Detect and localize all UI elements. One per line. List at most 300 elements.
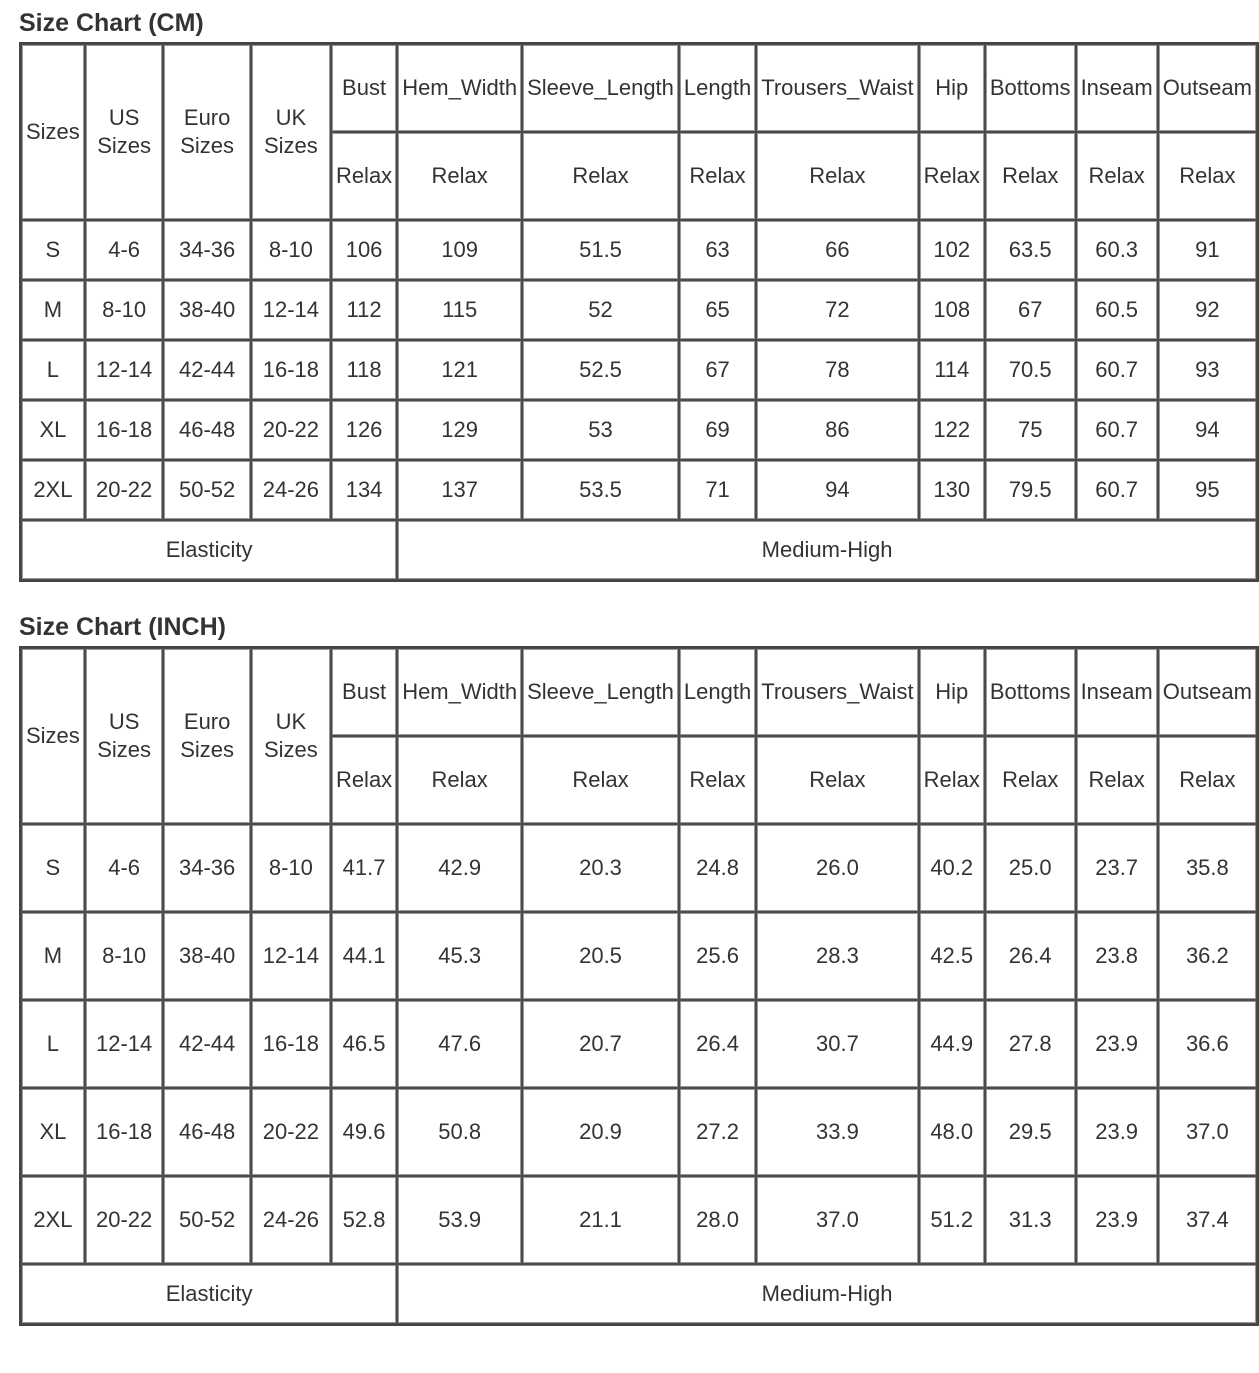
table-cell-text: 52.8 — [342, 1207, 386, 1232]
measure-header-cell-text: Length — [683, 679, 752, 704]
table-cell — [85, 1000, 164, 1088]
table-row — [21, 1088, 1257, 1176]
header-cell — [21, 44, 85, 220]
table-cell — [397, 220, 522, 280]
table-row — [21, 1176, 1257, 1264]
fit-cell — [919, 736, 985, 824]
fit-cell-text: Relax — [335, 163, 393, 188]
table-cell — [679, 912, 756, 1000]
table-cell — [985, 912, 1076, 1000]
table-cell — [21, 912, 85, 1000]
table-cell-text: 44.1 — [342, 943, 386, 968]
table-cell — [1076, 400, 1158, 460]
table-cell — [251, 824, 331, 912]
table-cell — [251, 280, 331, 340]
table-cell-text: 40.2 — [930, 855, 974, 880]
table-cell-text: 4-6 — [108, 237, 140, 262]
table-cell — [985, 280, 1076, 340]
table-cell — [21, 1000, 85, 1088]
table-cell-text: 26.4 — [696, 1031, 739, 1056]
table-cell-text: 37.0 — [1185, 1119, 1229, 1144]
table-cell-text: 37.0 — [815, 1207, 859, 1232]
table-cell — [21, 280, 85, 340]
table-cell — [21, 824, 85, 912]
table-cell — [919, 400, 985, 460]
fit-cell-text: Relax — [809, 767, 866, 792]
table-cell-text: 46.5 — [342, 1031, 386, 1056]
fit-cell-text: Relax — [335, 767, 393, 792]
table-cell — [522, 1088, 679, 1176]
table-cell — [1076, 912, 1158, 1000]
table-cell — [679, 220, 756, 280]
table-cell — [1076, 1176, 1158, 1264]
fit-cell — [331, 736, 397, 824]
table-cell-text: 108 — [933, 297, 971, 322]
fit-cell — [1158, 132, 1257, 220]
table-cell-text: 121 — [441, 357, 478, 382]
fit-cell — [397, 132, 522, 220]
table-cell-text: XL — [39, 417, 67, 442]
table-cell-text: 25.0 — [1008, 855, 1052, 880]
table-cell-text: 23.9 — [1095, 1119, 1139, 1144]
table-cell-text: 8-10 — [268, 237, 313, 262]
table-cell-text: 46-48 — [178, 1119, 236, 1144]
measure-header-cell — [679, 648, 756, 736]
measure-header-cell — [1076, 44, 1158, 132]
table-cell — [919, 340, 985, 400]
table-cell — [21, 1088, 85, 1176]
table-cell — [85, 460, 164, 520]
table-cell — [522, 400, 679, 460]
fit-cell-text: Relax — [572, 163, 629, 188]
measure-header-cell-text: Trousers_Waist — [761, 75, 914, 100]
table-cell-text: 12-14 — [262, 943, 320, 968]
table-cell — [985, 1176, 1076, 1264]
measure-header-cell-text: Bust — [342, 75, 387, 100]
table-cell — [522, 824, 679, 912]
table-cell-text: 129 — [441, 417, 478, 442]
fit-cell — [397, 736, 522, 824]
fit-cell-text: Relax — [1179, 163, 1236, 188]
table-cell — [919, 1088, 985, 1176]
table-cell-text: 49.6 — [342, 1119, 386, 1144]
table-cell — [163, 460, 250, 520]
table-cell-text: 67 — [705, 357, 730, 382]
table-cell — [397, 912, 522, 1000]
table-cell — [85, 400, 164, 460]
table-cell — [522, 912, 679, 1000]
table-cell — [1076, 220, 1158, 280]
table-cell — [1158, 400, 1257, 460]
measure-header-cell-text: Inseam — [1080, 75, 1153, 100]
table-cell-text: 8-10 — [102, 943, 147, 968]
table-cell-text: 48.0 — [930, 1119, 974, 1144]
table-cell-text: 52.5 — [579, 357, 622, 382]
measure-header-cell-text: Bust — [342, 679, 387, 704]
table-cell-text: 130 — [933, 477, 971, 502]
header-cell — [21, 648, 85, 824]
table-cell — [919, 220, 985, 280]
table-cell-text: 114 — [934, 357, 970, 382]
elasticity-row — [21, 1264, 1257, 1324]
table-cell — [919, 1000, 985, 1088]
measure-header-cell — [397, 648, 522, 736]
table-cell — [331, 340, 397, 400]
table-cell — [679, 340, 756, 400]
table-cell — [679, 1000, 756, 1088]
fit-cell-text: Relax — [923, 163, 980, 188]
table-cell — [756, 912, 918, 1000]
fit-cell-text: Relax — [1179, 767, 1236, 792]
table-cell-text: 93 — [1195, 357, 1220, 382]
table-cell — [251, 400, 331, 460]
table-cell-text: 65 — [705, 297, 730, 322]
table-cell — [251, 220, 331, 280]
table-cell — [251, 340, 331, 400]
fit-cell-text: Relax — [1002, 163, 1059, 188]
table-cell — [1158, 824, 1257, 912]
table-cell — [679, 460, 756, 520]
table-cell — [919, 912, 985, 1000]
header-cell — [251, 648, 331, 824]
table-cell-text: 137 — [441, 477, 478, 502]
table-cell-text: 50-52 — [178, 477, 236, 502]
table-cell — [397, 1000, 522, 1088]
measure-header-cell — [756, 44, 918, 132]
table-cell-text: 34-36 — [178, 237, 236, 262]
measure-header-cell — [1076, 648, 1158, 736]
table-cell — [331, 912, 397, 1000]
table-cell-text: 41.7 — [342, 855, 386, 880]
table-cell-text: 16-18 — [262, 357, 320, 382]
table-cell — [163, 280, 250, 340]
table-cell — [85, 340, 164, 400]
table-cell-text: 63 — [705, 237, 730, 262]
header-cell — [163, 648, 250, 824]
table-cell — [756, 1176, 918, 1264]
table-row — [21, 280, 1257, 340]
measure-header-cell-text: Hip — [935, 75, 969, 100]
fit-cell — [331, 132, 397, 220]
table-cell — [21, 460, 85, 520]
table-cell-text: 12-14 — [95, 357, 153, 382]
table-cell — [522, 460, 679, 520]
table-cell — [163, 340, 250, 400]
table-cell-text: L — [46, 357, 60, 382]
table-cell-text: 60.7 — [1095, 417, 1139, 442]
table-cell — [756, 824, 918, 912]
table-cell-text: 20-22 — [95, 477, 153, 502]
table-cell — [331, 400, 397, 460]
table-cell — [331, 280, 397, 340]
fit-cell-text: Relax — [923, 767, 980, 792]
measure-header-cell-text: Sleeve_Length — [527, 75, 674, 100]
table-cell-text: 46-48 — [178, 417, 236, 442]
fit-cell — [522, 736, 679, 824]
elasticity-label-text: Elasticity — [165, 1281, 253, 1306]
header-cell-text: US Sizes — [97, 105, 151, 158]
header-cell-text: Euro Sizes — [180, 709, 235, 762]
table-cell — [397, 340, 522, 400]
table-cell — [1076, 824, 1158, 912]
table-cell-text: 28.0 — [696, 1207, 739, 1232]
table-cell — [679, 400, 756, 460]
table-cell-text: 30.7 — [815, 1031, 859, 1056]
table-cell-text: 24-26 — [262, 1207, 320, 1232]
table-cell — [679, 280, 756, 340]
header-cell-text: UK Sizes — [263, 709, 318, 762]
table-cell — [756, 220, 918, 280]
table-cell — [21, 340, 85, 400]
table-cell-text: 12-14 — [95, 1031, 153, 1056]
table-cell — [985, 400, 1076, 460]
fit-cell — [1076, 736, 1158, 824]
fit-cell-text: Relax — [431, 767, 488, 792]
table-cell-text: 122 — [933, 417, 971, 442]
table-cell-text: 20.5 — [579, 943, 622, 968]
table-cell — [522, 1000, 679, 1088]
fit-cell — [522, 132, 679, 220]
table-cell — [679, 1088, 756, 1176]
elasticity-value — [397, 1264, 1257, 1324]
table-cell-text: 60.7 — [1095, 477, 1139, 502]
table-cell — [756, 340, 918, 400]
measure-header-cell — [985, 44, 1076, 132]
table-cell-text: 8-10 — [268, 855, 313, 880]
table-cell-text: 118 — [346, 357, 382, 382]
table-cell — [679, 824, 756, 912]
table-cell — [163, 220, 250, 280]
table-cell-text: 20.7 — [579, 1031, 622, 1056]
measure-header-cell — [522, 44, 679, 132]
table-cell-text: 92 — [1195, 297, 1220, 322]
table-cell — [985, 824, 1076, 912]
header-cell — [85, 648, 164, 824]
table-cell — [1076, 460, 1158, 520]
cm-chart-title: Size Chart (CM) — [19, 9, 204, 37]
fit-cell — [985, 736, 1076, 824]
fit-cell-text: Relax — [809, 163, 866, 188]
table-cell — [522, 1176, 679, 1264]
table-cell-text: 94 — [825, 477, 850, 502]
header-cell-text: US Sizes — [97, 709, 151, 762]
table-cell — [919, 280, 985, 340]
table-cell — [756, 280, 918, 340]
table-cell-text: 51.5 — [579, 237, 622, 262]
measure-header-cell-text: Hem_Width — [402, 679, 518, 704]
table-cell — [919, 824, 985, 912]
table-row — [21, 400, 1257, 460]
table-cell — [251, 1088, 331, 1176]
table-cell-text: 60.7 — [1095, 357, 1139, 382]
table-cell-text: 24-26 — [262, 477, 320, 502]
table-cell — [85, 220, 164, 280]
cm-size-table — [19, 42, 1259, 582]
table-cell — [331, 1000, 397, 1088]
measure-header-cell — [397, 44, 522, 132]
fit-cell-text: Relax — [1088, 767, 1145, 792]
measure-header-cell — [679, 44, 756, 132]
table-cell-text: 94 — [1195, 417, 1220, 442]
table-cell-text: 31.3 — [1008, 1207, 1052, 1232]
table-cell-text: 16-18 — [262, 1031, 320, 1056]
table-cell-text: 33.9 — [815, 1119, 859, 1144]
table-cell — [397, 1176, 522, 1264]
inch-size-table — [19, 646, 1259, 1326]
table-cell-text: 2XL — [33, 477, 73, 502]
table-cell-text: 53 — [588, 417, 613, 442]
table-cell-text: 50-52 — [178, 1207, 236, 1232]
measure-header-cell-text: Hem_Width — [402, 75, 518, 100]
measure-header-cell-text: Outseam — [1162, 75, 1252, 100]
table-cell-text: 34-36 — [178, 855, 236, 880]
table-cell — [331, 1088, 397, 1176]
table-cell-text: 60.5 — [1095, 297, 1139, 322]
table-cell — [1158, 220, 1257, 280]
table-cell-text: 37.4 — [1185, 1207, 1229, 1232]
table-cell-text: M — [43, 297, 63, 322]
measure-header-cell — [331, 648, 397, 736]
table-cell-text: M — [43, 943, 63, 968]
table-cell — [163, 1000, 250, 1088]
table-cell — [756, 1088, 918, 1176]
table-cell-text: 78 — [825, 357, 850, 382]
fit-cell — [1158, 736, 1257, 824]
fit-cell-text: Relax — [431, 163, 488, 188]
measure-header-cell-text: Bottoms — [989, 75, 1071, 100]
table-cell — [397, 824, 522, 912]
table-cell-text: 36.2 — [1185, 943, 1229, 968]
table-cell-text: 126 — [345, 417, 383, 442]
table-cell — [1158, 1000, 1257, 1088]
table-cell-text: S — [45, 237, 61, 262]
table-cell — [679, 1176, 756, 1264]
table-cell-text: 20-22 — [95, 1207, 153, 1232]
table-cell-text: 44.9 — [930, 1031, 974, 1056]
table-cell-text: 8-10 — [102, 297, 147, 322]
table-cell — [1076, 1000, 1158, 1088]
fit-cell — [756, 132, 918, 220]
fit-cell — [679, 132, 756, 220]
table-cell-text: 20.9 — [579, 1119, 622, 1144]
table-cell-text: S — [45, 855, 61, 880]
table-cell — [251, 1000, 331, 1088]
table-cell-text: 29.5 — [1008, 1119, 1052, 1144]
header-cell-text: Sizes — [26, 119, 80, 144]
elasticity-label-text: Elasticity — [165, 537, 253, 562]
table-cell-text: 53.5 — [579, 477, 622, 502]
table-cell — [1158, 280, 1257, 340]
table-cell — [163, 912, 250, 1000]
table-cell-text: 16-18 — [95, 417, 153, 442]
table-cell — [85, 280, 164, 340]
table-cell-text: 38-40 — [178, 297, 236, 322]
table-cell-text: 27.2 — [696, 1119, 739, 1144]
table-cell — [163, 1088, 250, 1176]
measure-header-cell — [1158, 648, 1257, 736]
table-row — [21, 340, 1257, 400]
table-cell — [85, 824, 164, 912]
measure-header-cell-text: Hip — [935, 679, 969, 704]
measure-header-cell-text: Outseam — [1162, 679, 1252, 704]
fit-cell — [756, 736, 918, 824]
table-cell-text: 75 — [1017, 417, 1043, 442]
table-cell-text: 12-14 — [262, 297, 320, 322]
table-cell-text: 53.9 — [438, 1207, 482, 1232]
table-cell-text: 28.3 — [815, 943, 859, 968]
table-cell — [756, 460, 918, 520]
table-cell — [163, 824, 250, 912]
measure-header-cell — [985, 648, 1076, 736]
header-cell-text: UK Sizes — [263, 105, 318, 158]
table-cell — [1158, 460, 1257, 520]
table-cell — [85, 912, 164, 1000]
table-cell — [1158, 1088, 1257, 1176]
measure-header-cell — [756, 648, 918, 736]
table-cell — [985, 1000, 1076, 1088]
table-cell-text: 51.2 — [930, 1207, 974, 1232]
table-cell-text: 42-44 — [178, 357, 236, 382]
elasticity-label — [21, 520, 397, 580]
table-cell-text: 23.8 — [1095, 943, 1139, 968]
table-cell-text: 112 — [346, 297, 382, 322]
table-cell-text: 95 — [1195, 477, 1220, 502]
table-cell — [397, 400, 522, 460]
header-cell-text: Sizes — [26, 723, 80, 748]
table-cell — [756, 400, 918, 460]
table-cell — [522, 220, 679, 280]
table-cell-text: 42.5 — [930, 943, 974, 968]
inch-chart-title: Size Chart (INCH) — [19, 613, 226, 641]
fit-cell-text: Relax — [1088, 163, 1145, 188]
table-cell — [1158, 340, 1257, 400]
table-cell-text: 86 — [825, 417, 850, 442]
table-cell — [1076, 340, 1158, 400]
table-cell-text: 20-22 — [262, 1119, 320, 1144]
table-cell-text: 38-40 — [178, 943, 236, 968]
fit-cell — [1076, 132, 1158, 220]
measure-header-cell — [919, 648, 985, 736]
table-cell — [522, 340, 679, 400]
table-cell-text: 26.4 — [1008, 943, 1052, 968]
table-cell — [85, 1176, 164, 1264]
measure-header-cell-text: Sleeve_Length — [527, 679, 674, 704]
table-cell — [397, 460, 522, 520]
table-cell-text: 60.3 — [1095, 237, 1139, 262]
table-cell — [919, 460, 985, 520]
fit-cell — [679, 736, 756, 824]
table-cell — [1076, 280, 1158, 340]
table-row — [21, 460, 1257, 520]
table-cell — [1076, 1088, 1158, 1176]
header-cell — [251, 44, 331, 220]
table-cell — [163, 400, 250, 460]
measure-header-cell-text: Bottoms — [989, 679, 1071, 704]
table-cell — [251, 1176, 331, 1264]
table-cell-text: 25.6 — [696, 943, 739, 968]
fit-cell-text: Relax — [689, 163, 746, 188]
table-cell — [251, 460, 331, 520]
table-cell-text: 24.8 — [696, 855, 739, 880]
fit-cell-text: Relax — [572, 767, 629, 792]
table-cell-text: 4-6 — [108, 855, 140, 880]
header-cell — [163, 44, 250, 220]
table-cell-text: 70.5 — [1008, 357, 1052, 382]
table-cell-text: 63.5 — [1008, 237, 1052, 262]
table-cell — [1158, 1176, 1257, 1264]
table-cell — [756, 1000, 918, 1088]
fit-cell-text: Relax — [1002, 767, 1059, 792]
